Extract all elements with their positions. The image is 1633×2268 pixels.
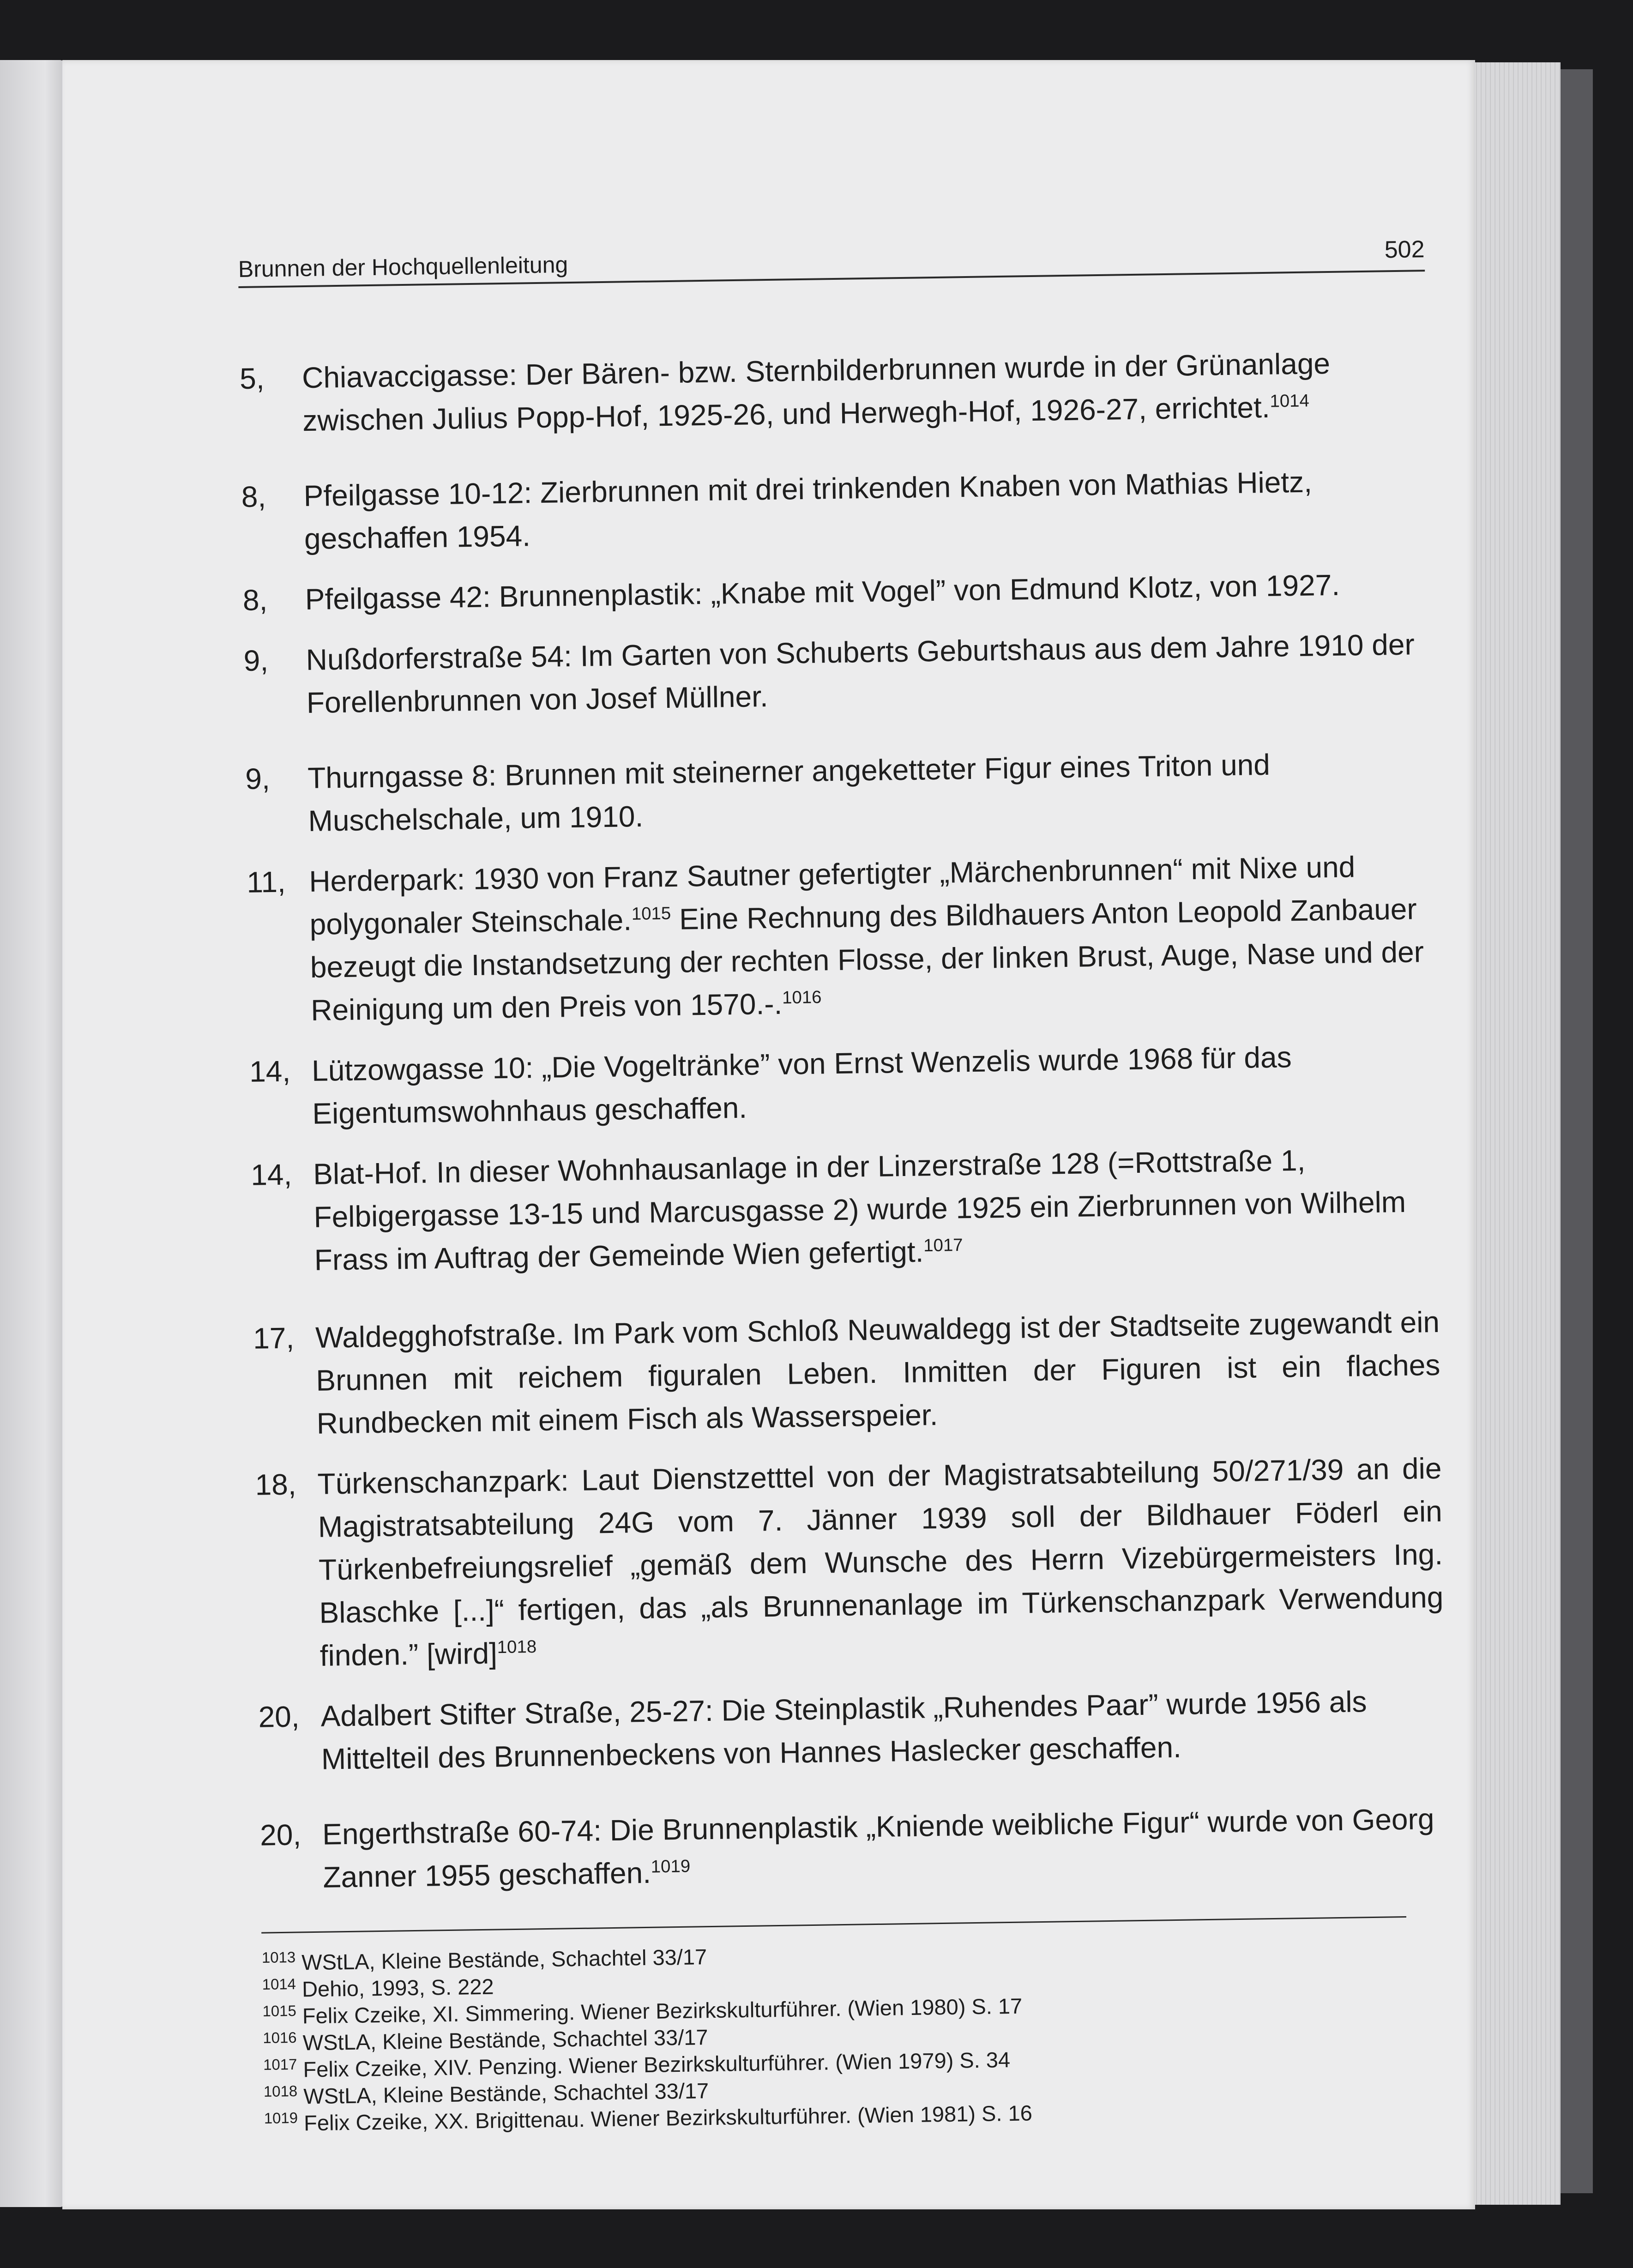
entry-text: Waldegghofstraße. Im Park vom Schloß Neuwaldegg ist der Stadtseite zugewandt ein Brunnen mit reichem figuralen Leben. Inmitten der Figuren ist ein flaches Rundbecken mit einem Fisch als Wasserspeier. bbox=[315, 1305, 1440, 1440]
district-number: 9, bbox=[245, 762, 271, 796]
footnote-text: Felix Czeike, XIV. Penzing. Wiener Bezirkskulturführer. (Wien 1979) S. 34 bbox=[303, 2047, 1011, 2082]
entry-text: Herderpark: 1930 von Franz Sautner gefertigter „Märchenbrunnen“ mit Nixe und polygonaler Steinschale. bbox=[308, 850, 1356, 941]
list-item bbox=[258, 1679, 1446, 1782]
district-number: 20, bbox=[259, 1818, 301, 1852]
entry-text: Lützowgasse 10: „Die Vogeltränke” von Ernst Wenzelis wurde 1968 für das Eigentumswohnhaus geschaffen. bbox=[311, 1040, 1292, 1130]
footnote-number: 1014 bbox=[262, 1975, 296, 1993]
footnote-text: WStLA, Kleine Bestände, Schachtel 33/17 bbox=[301, 1944, 707, 1975]
footnotes bbox=[262, 1933, 1451, 2137]
district-number: 5, bbox=[239, 362, 265, 395]
district-number: 14, bbox=[250, 1158, 292, 1192]
list-item bbox=[240, 341, 1427, 443]
list-item bbox=[247, 844, 1435, 1033]
footnote-text: Dehio, 1993, S. 222 bbox=[301, 1974, 494, 2002]
district-number: 14, bbox=[249, 1054, 291, 1088]
entry-text: Blat-Hof. In dieser Wohnhausanlage in der Linzerstraße 128 (=Rottstraße 1, Felbigergasse 13-15 und Marcusgasse 2) wurde 1925 ein Zierbrunnen von Wilhelm Frass im Auftrag der Gemeinde Wien gefertigt. bbox=[313, 1143, 1406, 1277]
district-number: 8, bbox=[242, 583, 268, 617]
list-item bbox=[243, 623, 1431, 725]
list-item bbox=[245, 741, 1433, 844]
footnote-ref: 1016 bbox=[782, 987, 822, 1008]
page-number: 502 bbox=[1384, 236, 1425, 264]
page-header bbox=[238, 223, 1425, 288]
page-content bbox=[238, 223, 1451, 2137]
list-item bbox=[251, 1137, 1439, 1283]
footnote-text: Felix Czeike, XI. Simmering. Wiener Bezirkskulturführer. (Wien 1980) S. 17 bbox=[302, 1993, 1023, 2028]
entry-text: Thurngasse 8: Brunnen mit steinerner angeketteter Figur eines Triton und Muschelschale, um 1910. bbox=[307, 748, 1271, 838]
entry-text: Chiavaccigasse: Der Bären- bzw. Sternbilderbrunnen wurde in der Grünanlage zwischen Julius Popp-Hof, 1925-26, und Herwegh-Hof, 1926-27, errichtet. bbox=[301, 346, 1331, 438]
district-number: 20, bbox=[258, 1700, 300, 1734]
district-number: 8, bbox=[241, 480, 266, 513]
footnote-ref: 1015 bbox=[631, 903, 671, 924]
entry-text: Pfeilgasse 42: Brunnenplastik: „Knabe mit Vogel” von Edmund Klotz, von 1927. bbox=[305, 568, 1340, 616]
footnote-text: Felix Czeike, XX. Brigittenau. Wiener Bezirkskulturführer. (Wien 1981) S. 16 bbox=[303, 2100, 1033, 2135]
footnote-text: WStLA, Kleine Bestände, Schachtel 33/17 bbox=[302, 2025, 708, 2055]
running-title: Brunnen der Hochquellenleitung bbox=[238, 252, 568, 282]
entry-text-continued: Eine Rechnung des Bildhauers Anton Leopold Zanbauer bezeugt die Instandsetzung der rechten Flosse, der linken Brust, Auge, Nase und der Reinigung um den Preis von 1570.-. bbox=[310, 892, 1424, 1027]
footnote-divider bbox=[261, 1916, 1406, 1934]
footnote-number: 1019 bbox=[264, 2109, 298, 2127]
list-item bbox=[253, 1301, 1441, 1446]
district-number: 9, bbox=[243, 644, 269, 677]
fountain-list bbox=[240, 341, 1447, 1900]
footnote-number: 1018 bbox=[263, 2082, 298, 2100]
entry-text: Pfeilgasse 10-12: Zierbrunnen mit drei trinkenden Knaben von Mathias Hietz, geschaffen 1954. bbox=[303, 465, 1313, 556]
footnote-ref: 1017 bbox=[923, 1235, 963, 1256]
district-number: 17, bbox=[253, 1321, 295, 1355]
book-page bbox=[62, 60, 1475, 2209]
list-item bbox=[260, 1798, 1447, 1900]
footnote-number: 1013 bbox=[261, 1948, 296, 1966]
list-item bbox=[242, 562, 1429, 622]
footnote-text: WStLA, Kleine Bestände, Schachtel 33/17 bbox=[303, 2078, 709, 2109]
footnote-number: 1015 bbox=[262, 2002, 296, 2020]
entry-text: Engerthstraße 60-74: Die Brunnenplastik „Kniende weibliche Figur“ wurde von Georg Zanner 1955 geschaffen. bbox=[322, 1802, 1434, 1894]
list-item bbox=[255, 1447, 1444, 1678]
footnote-ref: 1018 bbox=[497, 1636, 537, 1658]
footnote-number: 1017 bbox=[263, 2055, 297, 2073]
list-item bbox=[241, 459, 1428, 561]
left-page-edge bbox=[0, 60, 65, 2207]
district-number: 18, bbox=[255, 1467, 297, 1502]
entry-text: Adalbert Stifter Straße, 25-27: Die Steinplastik „Ruhendes Paar” wurde 1956 als Mittelteil des Brunnenbeckens von Hannes Haslecker geschaffen. bbox=[320, 1685, 1367, 1776]
district-number: 11, bbox=[246, 865, 286, 899]
footnote-ref: 1014 bbox=[1270, 391, 1310, 411]
footnote-number: 1016 bbox=[263, 2028, 297, 2046]
list-item bbox=[249, 1034, 1437, 1136]
entry-text: Nußdorferstraße 54: Im Garten von Schuberts Geburtshaus aus dem Jahre 1910 der Forellenbrunnen von Josef Müllner. bbox=[306, 627, 1415, 720]
book-cover-edge bbox=[1561, 69, 1593, 2193]
footnote-ref: 1019 bbox=[651, 1856, 691, 1877]
entry-text: Türkenschanzpark: Laut Dienstzetttel von der Magistratsabteilung 50/271/39 an die Magistratsabteilung 24G vom 7. Jänner 1939 soll der Bildhauer Föderl ein Türkenbefreiungsrelief „gemäß dem Wunsche des Herrn Vizebürgermeisters Ing. Blaschke [...]“ fertigen, das „als Brunnenanlage im Türkenschanzpark Verwendung finden.” [wird] bbox=[317, 1451, 1444, 1672]
